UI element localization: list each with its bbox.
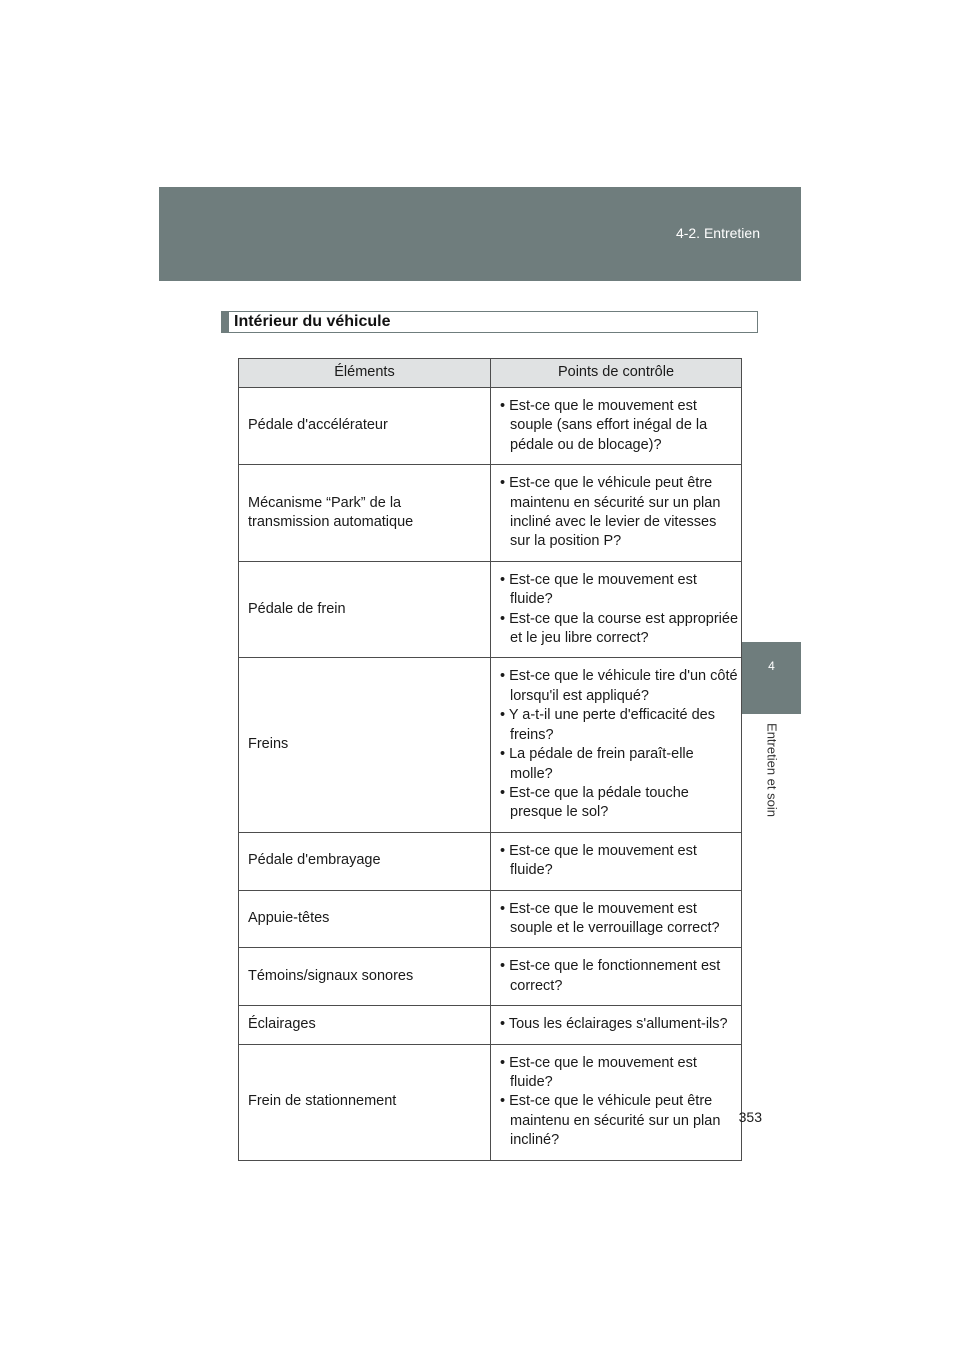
element-cell (239, 948, 491, 1006)
element-label: Freins (248, 736, 289, 753)
element-cell (239, 658, 491, 832)
checkpoint-item: • Est-ce que la course est appropriée et le jeu libre correct? (500, 610, 739, 647)
table-row (239, 465, 742, 562)
checkpoint-item: • Est-ce que le véhicule tire d'un côté lorsqu'il est appliqué? (500, 668, 738, 704)
element-cell (239, 1044, 491, 1160)
element-cell (239, 832, 491, 890)
table-row (239, 948, 742, 1006)
table-row (239, 832, 742, 890)
table-header-row (239, 359, 742, 388)
checkpoint-cell (491, 658, 742, 832)
element-label: Témoins/signaux sonores (248, 968, 414, 985)
checkpoint-item: • Est-ce que la pédale touche presque le sol? (500, 784, 689, 821)
checkpoint-cell (491, 388, 742, 465)
table-body (239, 388, 742, 1161)
checkpoint-item: • Est-ce que le mouvement est fluide? (500, 571, 697, 608)
element-cell (239, 465, 491, 562)
chapter-section-title: 4-2. Entretien (675, 225, 760, 241)
column-header-elements: Éléments (239, 359, 491, 388)
checkpoint-item: • Est-ce que le mouvement est fluide? (500, 1054, 697, 1090)
table-row (239, 1006, 742, 1044)
checkpoint-cell (491, 1044, 742, 1160)
checkpoint-cell (491, 832, 742, 890)
checkpoint-item: • Est-ce que le véhicule peut être maintenu en sécurité sur un plan incliné? (500, 1093, 721, 1149)
section-title: Intérieur du véhicule (234, 313, 391, 330)
element-label: Mécanisme “Park” de la (248, 494, 402, 511)
checkpoint-cell (491, 561, 742, 658)
checkpoint-item: • Est-ce que le mouvement est souple (sans effort inégal de la pédale ou de blocage)? (500, 398, 708, 453)
checkpoint-cell (491, 890, 742, 948)
checkpoint-item: • La pédale de frein paraît-elle molle? (500, 746, 694, 782)
table-row (239, 890, 742, 948)
chapter-number: 4 (768, 659, 775, 673)
element-cell (239, 890, 491, 948)
element-cell (239, 388, 491, 465)
table-row (239, 561, 742, 658)
chapter-side-label: Entretien et soin (764, 723, 780, 817)
checkpoint-cell (491, 1006, 742, 1044)
element-label: Pédale d'embrayage (248, 852, 381, 869)
inspection-table (238, 358, 742, 1161)
checkpoint-cell (491, 465, 742, 562)
checkpoint-item: • Est-ce que le fonctionnement est correct? (500, 958, 721, 994)
element-label: Éclairages (248, 1016, 316, 1033)
column-header-checkpoints: Points de contrôle (491, 359, 742, 388)
checkpoint-item: • Est-ce que le véhicule peut être maintenu en sécurité sur un plan incliné avec le levier de vitesses sur la position P? (500, 475, 721, 550)
checkpoint-item: • Y a-t-il une perte d'efficacité des freins? (500, 707, 716, 743)
element-cell (239, 1006, 491, 1044)
element-label: Frein de stationnement (248, 1093, 397, 1110)
element-label: Pédale d'accélérateur (248, 417, 388, 434)
page-number: 353 (738, 1109, 762, 1125)
section-title-box (221, 311, 758, 333)
element-label: Appuie-têtes (248, 910, 330, 927)
checkpoint-item: • Est-ce que le mouvement est souple et le verrouillage correct? (500, 900, 720, 936)
checkpoint-cell (491, 948, 742, 1006)
element-label: transmission automatique (248, 514, 414, 531)
element-cell (239, 561, 491, 658)
table-row (239, 1044, 742, 1160)
chapter-side-tab (742, 642, 801, 714)
element-label: Pédale de frein (248, 600, 346, 617)
table-row (239, 388, 742, 465)
checkpoint-item: • Est-ce que le mouvement est fluide? (500, 842, 697, 879)
chapter-header-band (159, 187, 801, 281)
checkpoint-item: • Tous les éclairages s'allument-ils? (500, 1016, 728, 1033)
table-row (239, 658, 742, 832)
